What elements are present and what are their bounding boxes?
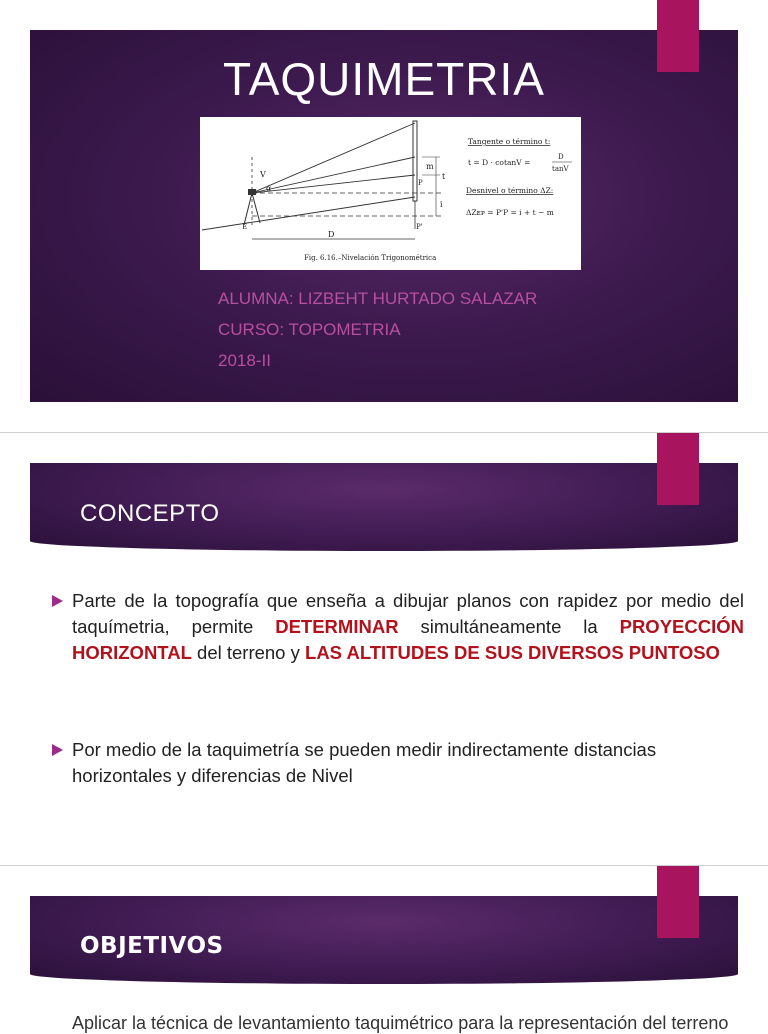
tripod-leg (244, 193, 252, 225)
sight-line (252, 123, 415, 193)
label-i: i (440, 200, 443, 209)
partial-text: Aplicar la técnica de levantamiento taquimétrico para la representación del terreno (72, 1013, 729, 1033)
slide-title (0, 0, 768, 432)
instrument (248, 189, 256, 195)
highlight-text: PROYECCIÓN HORIZONTAL (72, 616, 744, 663)
section-heading: OBJETIVOS (80, 933, 224, 959)
figure-caption: Fig. 6.16.–Nivelación Trigonométrica (304, 254, 437, 262)
sight-line-3 (252, 175, 415, 193)
formula-1: t = D · cotanV = (468, 158, 531, 167)
accent-tab (657, 433, 699, 505)
trig-leveling-diagram (200, 117, 581, 270)
accent-tab (657, 866, 699, 938)
bullet-arrow-icon (52, 744, 63, 756)
tripod-leg-2 (252, 193, 260, 223)
slide-objetivos (0, 866, 768, 1024)
label-p: P (418, 179, 423, 187)
academic-period: 2018-II (218, 351, 271, 370)
student-name: ALUMNA: LIZBEHT HURTADO SALAZAR (218, 289, 538, 308)
label-t: t (442, 172, 446, 181)
bullet-item (52, 737, 744, 789)
section-heading: CONCEPTO (80, 500, 220, 527)
highlight-text: DETERMINAR (275, 616, 399, 637)
formula-2: ΔZᴇᴘ = P'P = i + t − m (466, 208, 554, 217)
course-name: CURSO: TOPOMETRIA (218, 320, 401, 339)
label-p-prime: P' (416, 223, 423, 231)
leveling-staff (413, 121, 417, 201)
sight-line-2 (252, 157, 415, 193)
formula-title-2: Desnivel o término ΔZ: (466, 186, 554, 195)
label-e: E (242, 223, 248, 231)
formula-1-den: tanV (552, 165, 569, 173)
label-alpha: α (266, 184, 272, 193)
bullet-item (52, 588, 744, 666)
label-m: m (426, 162, 434, 171)
trig-leveling-figure (200, 117, 581, 270)
slide-title-text: TAQUIMETRIA (223, 53, 545, 105)
formula-title-1: Tangente o término t: (468, 137, 551, 146)
bullet-arrow-icon (52, 595, 63, 607)
bullet-text: Parte de la topografía que enseña a dibujar planos con rapidez por medio del taquímetria, permite DETERMINAR simultáneamente la PROYECCIÓN HORIZONTAL del terreno y LAS ALTITUDES DE SUS DIVERSOS PUNTOSO (72, 590, 744, 663)
ground-line (202, 197, 415, 230)
label-v: V (260, 170, 266, 179)
formula-1-num: D (558, 153, 564, 161)
label-d: D (328, 230, 335, 239)
bullet-text: Por medio de la taquimetría se pueden medir indirectamente distancias horizontales y diferencias de Nivel (72, 739, 657, 786)
highlight-text: LAS ALTITUDES DE SUS DIVERSOS PUNTOSO (305, 642, 720, 663)
